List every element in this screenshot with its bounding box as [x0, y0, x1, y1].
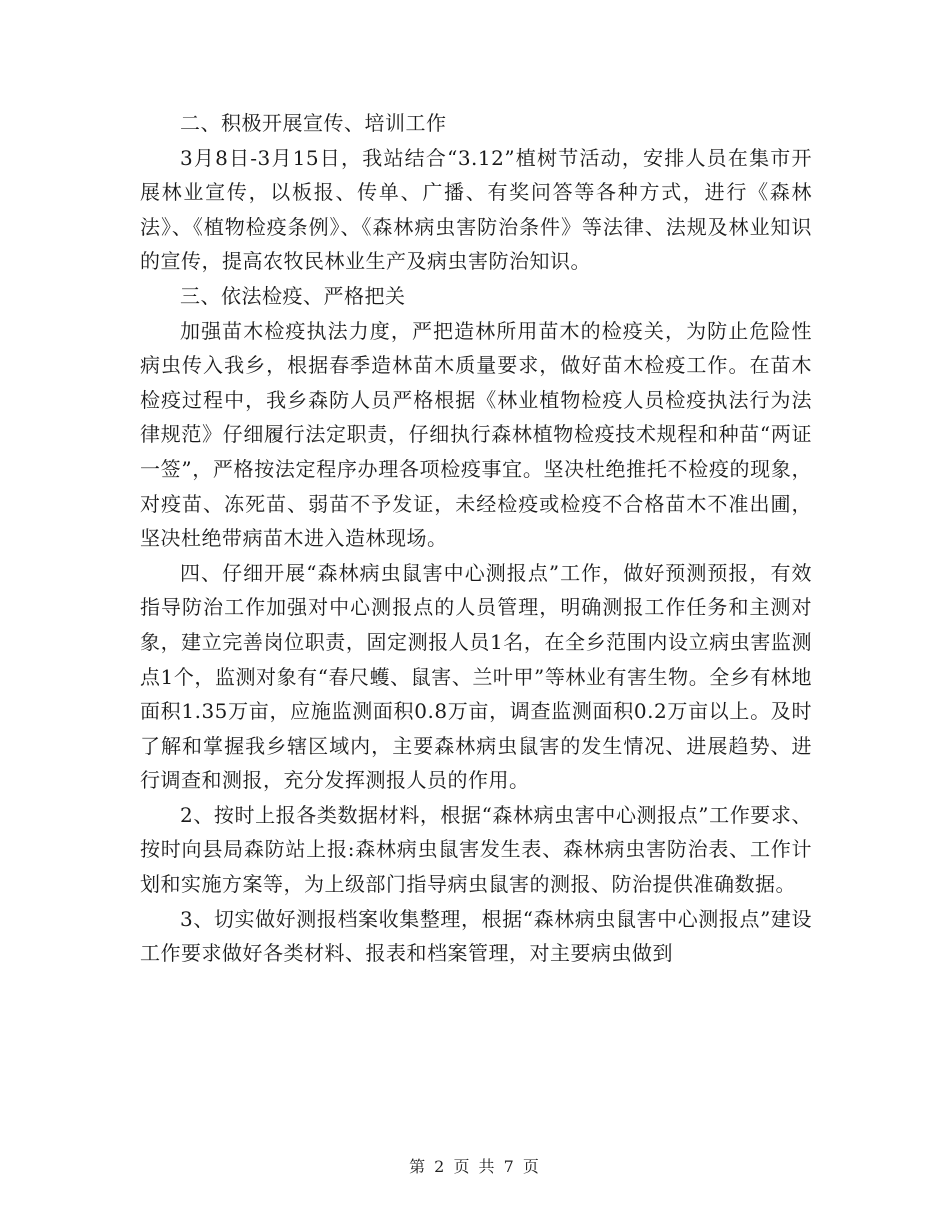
paragraph-quarantine: 加强苗木检疫执法力度，严把造林所用苗木的检疫关，为防止危险性病虫传入我乡，根据春季造林苗木质量要求，做好苗木检疫工作。在苗木检疫过程中，我乡森防人员严格根据《林业植物检疫人员检疫执法行为法律规范》仔细履行法定职责，仔细执行森林植物检疫技术规程和种苗“两证一签”，严格按法定程序办理各项检疫事宜。坚决杜绝推托不检疫的现象，对疫苗、冻死苗、弱苗不予发证，未经检疫或检疫不合格苗木不准出圃，坚决杜绝带病苗木进入造林现场。: [140, 318, 812, 551]
section-heading-2: 二、积极开展宣传、培训工作: [180, 111, 447, 135]
document-body: [140, 106, 812, 971]
paragraph-monitoring: 四、仔细开展“森林病虫鼠害中心测报点”工作，做好预测预报，有效指导防治工作加强对中心测报点的人员管理，明确测报工作任务和主测对象，建立完善岗位职责，固定测报人员1名，在全乡范围内设立病虫害监测点1个，监测对象有“春尺蠖、鼠害、兰叶甲”等林业有害生物。全乡有林地面积1.35万亩，应施监测面积0.8万亩，调查监测面积0.2万亩以上。及时了解和掌握我乡辖区域内，主要森林病虫鼠害的发生情况、进展趋势、进行调查和测报，充分发挥测报人员的作用。: [140, 560, 812, 793]
paragraph-archives: 3、切实做好测报档案收集整理，根据“森林病虫鼠害中心测报点”建设工作要求做好各类材料、报表和档案管理，对主要病虫做到: [140, 906, 812, 966]
paragraph-reporting: 2、按时上报各类数据材料，根据“森林病虫害中心测报点”工作要求、按时向县局森防站上报:森林病虫鼠害发生表、森林病虫害防治表、工作计划和实施方案等，为上级部门指导病虫鼠害的测报、防治提供准确数据。: [140, 802, 812, 897]
paragraph-publicity: 3月8日-3月15日，我站结合“3.12”植树节活动，安排人员在集市开展林业宣传，以板报、传单、广播、有奖问答等各种方式，进行《森林法》、《植物检疫条例》、《森林病虫害防治条件》等法律、法规及林业知识的宣传，提高农牧民林业生产及病虫害防治知识。: [140, 145, 812, 274]
section-heading-3: 三、依法检疫、严格把关: [180, 283, 406, 308]
page-number-footer: 第 2 页 共 7 页: [409, 1157, 541, 1176]
